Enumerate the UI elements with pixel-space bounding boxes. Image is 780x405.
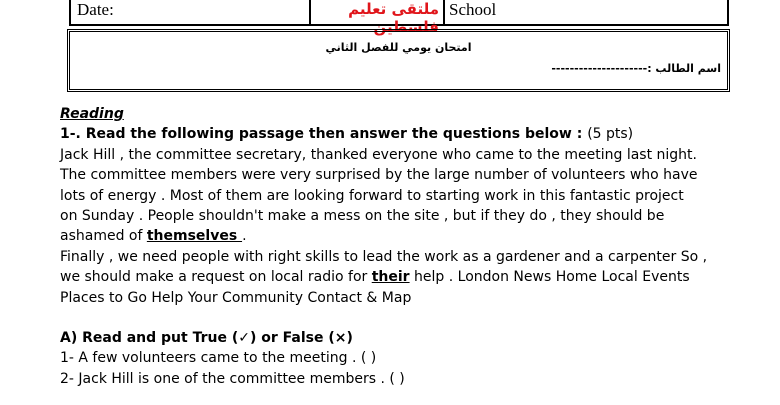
part-a-item: 2- Jack Hill is one of the committee members . ( ): [60, 370, 405, 387]
student-name-field[interactable]: اسم الطالب :---------------------: [551, 62, 721, 75]
underlined-word-their: their: [371, 269, 410, 286]
passage-line: on Sunday . People shouldn't make a mess on the site , but if they do , they should be: [60, 208, 665, 225]
passage-line: Places to Go Help Your Community Contact & Map: [60, 289, 412, 306]
site-name-cell: [311, 0, 445, 36]
section-title: Reading: [60, 106, 124, 122]
passage-line: Jack Hill , the committee secretary, thanked everyone who came to the meeting last night.: [60, 146, 697, 163]
part-a-item: 1- A few volunteers came to the meeting . ( ): [60, 350, 377, 367]
header-table: [69, 0, 729, 36]
school-cell: [445, 0, 727, 24]
site-name: ملتقى تعليم فلسطين: [348, 0, 439, 36]
passage-line: [60, 226, 775, 246]
spacer: [60, 308, 775, 328]
question-heading-text: 1-. Read the following passage then answer the questions below :: [60, 126, 583, 143]
question-points: (5 pts): [587, 126, 634, 143]
passage-line: Finally , we need people with right skills to lead the work as a gardener and a carpenter So ,: [60, 248, 708, 265]
school-label: School: [449, 0, 497, 19]
passage-text: ashamed of: [60, 228, 147, 245]
date-cell: [71, 0, 311, 24]
reading-section: [60, 104, 775, 389]
passage-text: .: [242, 228, 247, 245]
exam-title: امتحان يومي للفصل الثاني: [325, 41, 472, 54]
date-label: Date:: [77, 0, 114, 19]
passage-line: The committee members were very surprised by the large number of volunteers who have: [60, 167, 698, 184]
exam-info-box: [67, 29, 730, 92]
passage-text: help . London News Home Local Events: [409, 269, 690, 286]
passage-line: lots of energy . Most of them are looking forward to starting work in this fantastic project: [60, 187, 684, 204]
passage-text: we should make a request on local radio for: [60, 269, 372, 286]
part-a-heading: A) Read and put True (✓) or False (×): [60, 330, 353, 347]
passage-line: [60, 267, 775, 287]
underlined-word-themselves: themselves: [146, 228, 243, 245]
question-heading: [60, 124, 775, 144]
